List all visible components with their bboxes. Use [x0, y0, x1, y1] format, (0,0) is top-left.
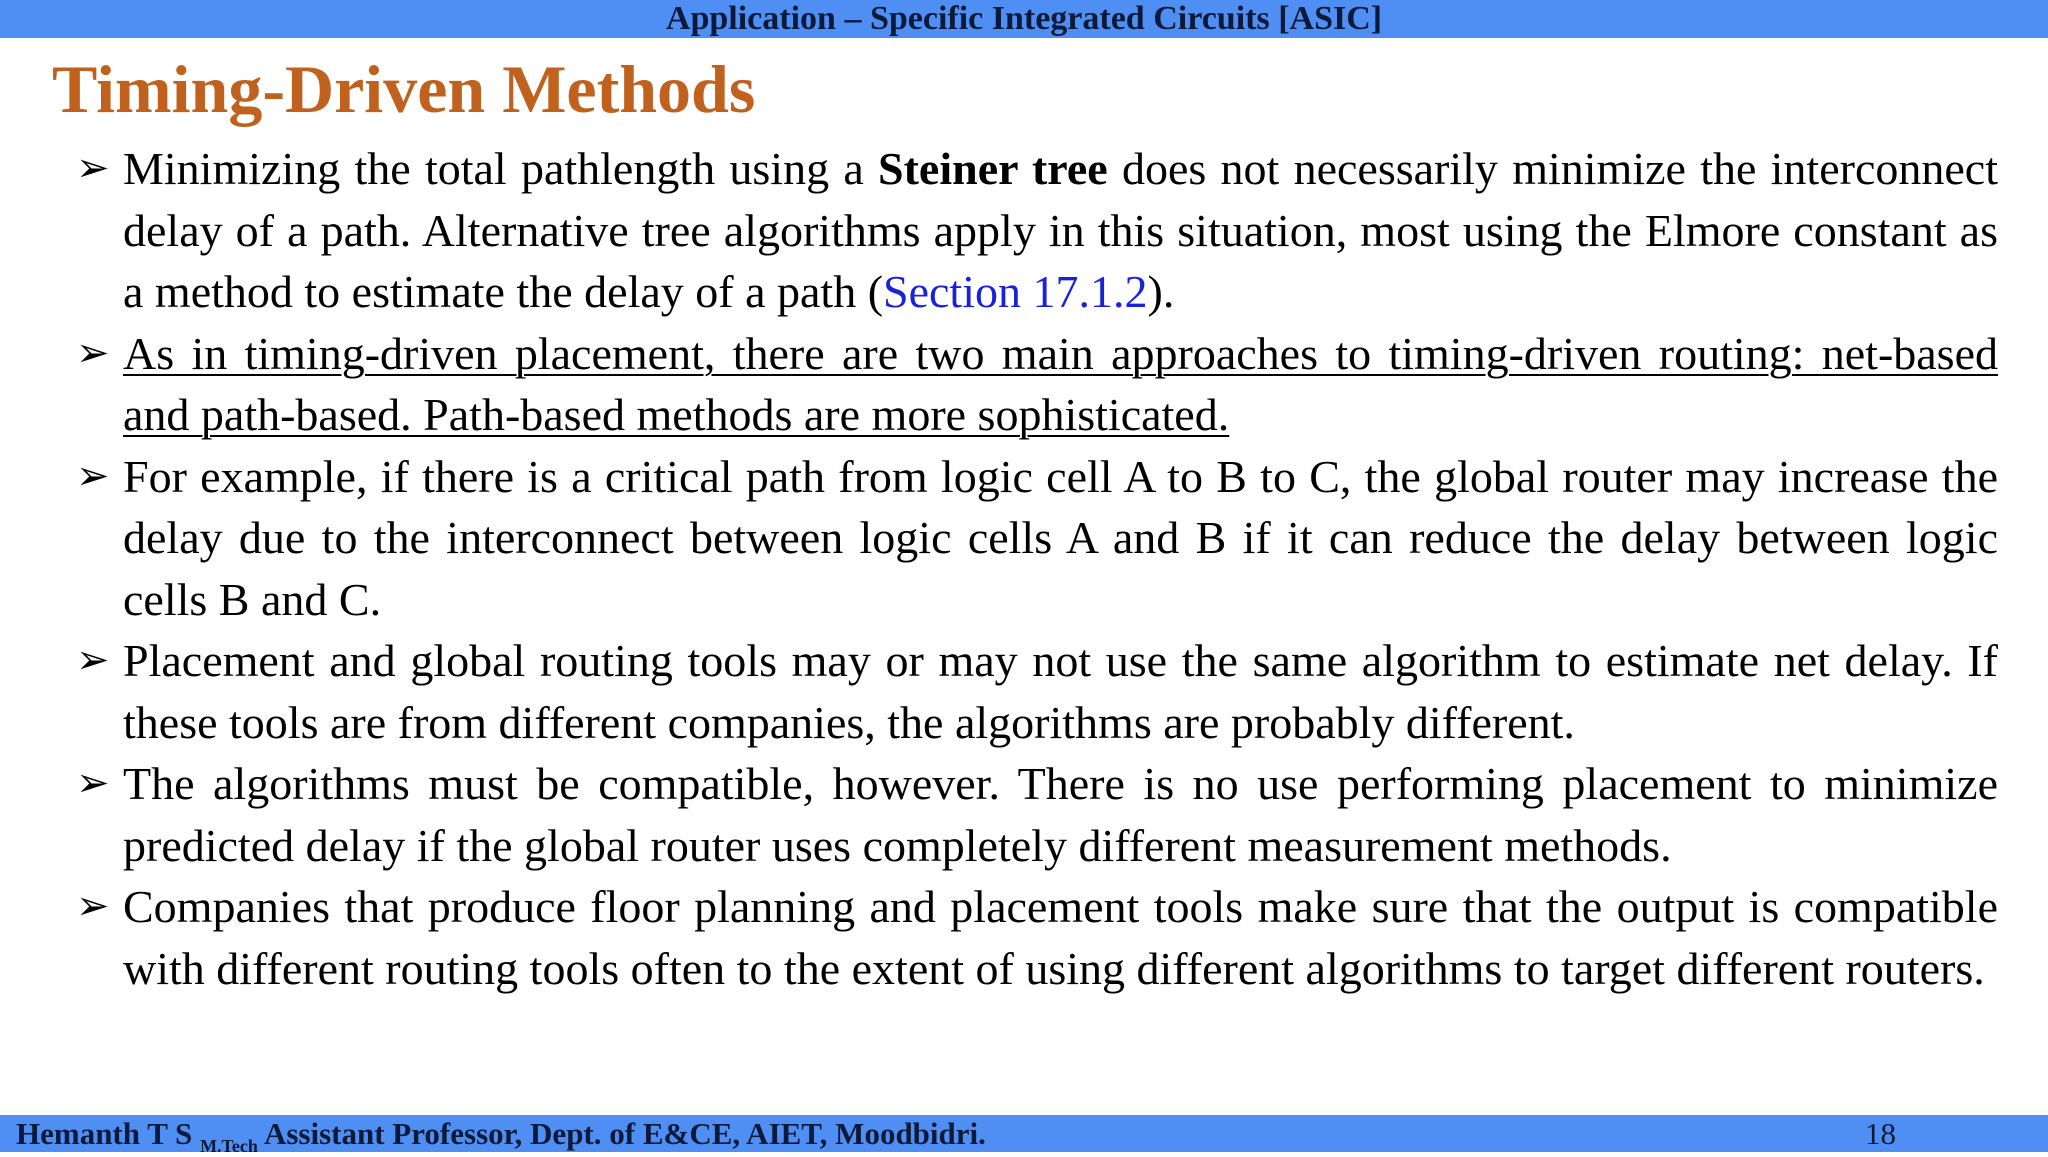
bullet-text: Placement and global routing tools may or may not use the same algorithm to estimate net delay. If these tools are from different companies, the algorithms are probably different.: [123, 635, 1998, 748]
arrow-bullet-icon: ➢: [76, 452, 110, 499]
header-bar: [0, 0, 2048, 38]
footer-bar: [0, 1115, 2048, 1156]
arrow-bullet-icon: ➢: [76, 883, 110, 929]
bullet-list: [76, 138, 1998, 999]
arrow-bullet-icon: ➢: [76, 760, 110, 806]
bullet-item: [76, 323, 1998, 446]
bullet-item: [76, 876, 1998, 999]
bullet-text: does not necessarily minimize the interconnect delay of a path. Alternative tree algorithms apply in this situation, most using the Elmore constant as a method to estimate the delay of a path (: [123, 143, 1998, 317]
footer-author-line: [16, 1115, 986, 1157]
page-number: 18: [1865, 1116, 1896, 1151]
author-degree: M.Tech: [200, 1136, 258, 1156]
bullet-bold-term: Steiner tree: [878, 143, 1108, 194]
author-name: Hemanth T S: [16, 1116, 193, 1151]
bullet-item: [76, 446, 1998, 631]
bullet-item: [76, 753, 1998, 876]
bullet-item: [76, 138, 1998, 323]
arrow-bullet-icon: ➢: [76, 637, 110, 683]
bullet-text: As in timing-driven placement, there are two main approaches to timing-driven routing: net-based and path-based. Path-based methods are more sophisticated.: [123, 327, 1998, 440]
section-reference-link[interactable]: Section 17.1.2: [883, 266, 1148, 317]
bullet-text: ).: [1147, 266, 1175, 317]
author-affiliation: Assistant Professor, Dept. of E&CE, AIET, Moodbidri.: [263, 1116, 986, 1151]
arrow-bullet-icon: ➢: [76, 145, 110, 191]
header-title: Application – Specific Integrated Circuits [ASIC]: [665, 0, 1383, 37]
bullet-text: Minimizing the total pathlength using a: [123, 143, 879, 194]
slide-title: Timing-Driven Methods: [52, 51, 756, 127]
bullet-text: For example, if there is a critical path from logic cell A to B to C, the global router may increase the delay due to the interconnect between logic cells A and B if it can reduce the delay between logic cells B and C.: [123, 450, 1998, 625]
bullet-item: [76, 630, 1998, 753]
bullet-text: The algorithms must be compatible, however. There is no use performing placement to minimize predicted delay if the global router uses completely different measurement methods.: [123, 758, 1998, 871]
bullet-text: Companies that produce floor planning and placement tools make sure that the output is compatible with different routing tools often to the extent of using different algorithms to target different routers.: [123, 881, 1998, 994]
arrow-bullet-icon: ➢: [76, 329, 110, 376]
